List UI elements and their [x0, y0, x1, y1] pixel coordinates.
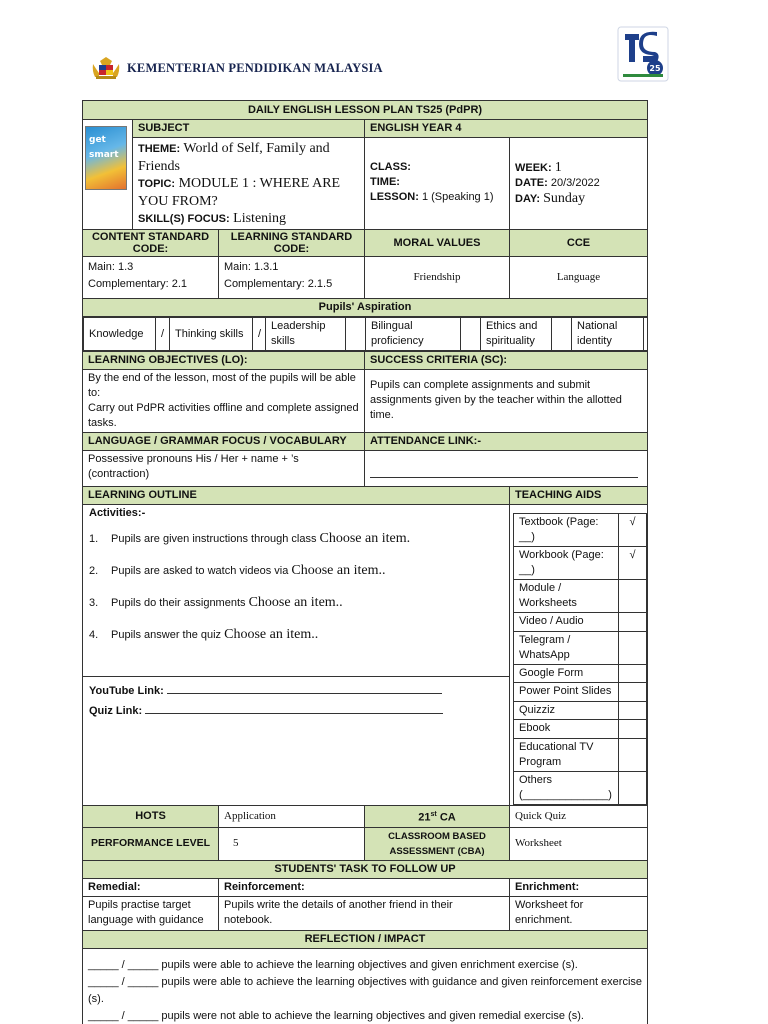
teaching-aid-row	[514, 613, 647, 632]
ca-label: 21st CA	[365, 805, 510, 827]
skill-line: SKILL(S) FOCUS: Listening	[138, 211, 287, 226]
enrichment-text: Worksheet for enrichment.	[510, 896, 648, 930]
activity-list	[89, 531, 503, 643]
choose-item-dropdown[interactable]: Choose an item..	[224, 627, 319, 642]
aspiration-item: Bilingual proficiency	[366, 318, 461, 351]
teaching-aid-checkbox[interactable]	[619, 771, 647, 804]
teaching-aid-label: Workbook (Page: __)	[514, 547, 619, 580]
english-year-label: ENGLISH YEAR 4	[365, 120, 648, 138]
attendance-link-label: ATTENDANCE LINK:-	[365, 433, 648, 451]
success-criteria-text: Pupils can complete assignments and submit assignments given by the teacher within the allotted time.	[365, 370, 648, 433]
reflection-text	[83, 948, 648, 1024]
aspiration-check[interactable]: /	[156, 318, 170, 351]
cce-value: Language	[510, 257, 648, 299]
choose-item-dropdown[interactable]: Choose an item.	[319, 531, 411, 546]
aspiration-check[interactable]	[552, 318, 572, 351]
youtube-link-field[interactable]	[167, 683, 442, 694]
teaching-aid-checkbox[interactable]	[619, 720, 647, 739]
moral-values-label: MORAL VALUES	[365, 230, 510, 257]
teaching-aid-label: Telegram / WhatsApp	[514, 631, 619, 664]
teaching-aid-checkbox[interactable]	[619, 664, 647, 683]
teaching-aid-label: Educational TV Program	[514, 738, 619, 771]
performance-level-value: 5	[219, 827, 365, 860]
content-standard-values: Main: 1.3 Complementary: 2.1	[83, 257, 219, 299]
cba-label: CLASSROOM BASED ASSESSMENT (CBA)	[365, 827, 510, 860]
lesson-plan-table	[82, 100, 648, 1024]
links-block: YouTube Link: Quiz Link:	[83, 677, 509, 719]
choose-item-dropdown[interactable]: Choose an item..	[248, 595, 343, 610]
teaching-aid-label: Ebook	[514, 720, 619, 739]
teaching-aid-row	[514, 664, 647, 683]
subject-label: SUBJECT	[133, 120, 365, 138]
aspiration-item: Ethics and spirituality	[481, 318, 552, 351]
quiz-link-field[interactable]	[145, 703, 443, 714]
aspiration-check[interactable]	[461, 318, 481, 351]
performance-level-label: PERFORMANCE LEVEL	[83, 827, 219, 860]
ministry-name: KEMENTERIAN PENDIDIKAN MALAYSIA	[127, 61, 383, 75]
aspiration-table	[83, 317, 648, 351]
teaching-aid-checkbox[interactable]	[619, 580, 647, 613]
subject-details	[133, 138, 365, 230]
moral-value: Friendship	[365, 257, 510, 299]
teaching-aid-label: Textbook (Page: __)	[514, 514, 619, 547]
reinforcement-text: Pupils write the details of another friend in their notebook.	[219, 896, 510, 930]
topic-line: TOPIC: MODULE 1 : WHERE ARE YOU FROM?	[138, 176, 341, 209]
ca-value: Quick Quiz	[510, 805, 648, 827]
teaching-aid-row	[514, 738, 647, 771]
teaching-aid-row	[514, 683, 647, 702]
aspiration-check[interactable]: /	[253, 318, 266, 351]
aspiration-item: Thinking skills	[170, 318, 253, 351]
content-standard-label: CONTENT STANDARD CODE:	[83, 230, 219, 257]
teaching-aid-row	[514, 547, 647, 580]
teaching-aid-label: Others (______________)	[514, 771, 619, 804]
teaching-aid-checkbox[interactable]	[619, 613, 647, 632]
hots-label: HOTS	[83, 805, 219, 827]
activity-item: 1. Pupils are given instructions through class Choose an item.	[89, 531, 411, 546]
attendance-link-field[interactable]	[365, 451, 648, 487]
aspiration-check[interactable]	[644, 318, 648, 351]
week-details: WEEK: 1 DATE: 20/3/2022 DAY: Sunday	[510, 138, 648, 230]
language-focus-text: Possessive pronouns His / Her + name + ’s (contraction)	[83, 451, 365, 487]
aspiration-item: Knowledge	[84, 318, 156, 351]
textbook-cover-image: get smart	[85, 126, 127, 190]
aspiration-label: Pupils' Aspiration	[83, 299, 648, 317]
teaching-aid-label: Module / Worksheets	[514, 580, 619, 613]
teaching-aids-cell	[510, 505, 648, 806]
choose-item-dropdown[interactable]: Choose an item..	[291, 563, 386, 578]
teaching-aid-label: Quizziz	[514, 701, 619, 720]
cba-value: Worksheet	[510, 827, 648, 860]
teaching-aid-checkbox[interactable]	[619, 701, 647, 720]
reflection-line: _____ / _____ pupils were not able to achieve the learning objectives and given remedial exercise (s).	[88, 1009, 584, 1022]
language-focus-label: LANGUAGE / GRAMMAR FOCUS / VOCABULARY	[83, 433, 365, 451]
learning-outline-cell	[83, 505, 510, 806]
textbook-cover-cell	[83, 120, 133, 230]
teaching-aid-checkbox[interactable]	[619, 683, 647, 702]
teaching-aid-row	[514, 631, 647, 664]
theme-line: THEME: World of Self, Family and Friends	[138, 141, 330, 174]
remedial-label: Remedial:	[83, 878, 219, 896]
reinforcement-label: Reinforcement:	[219, 878, 510, 896]
class-details: CLASS: TIME: LESSON: 1 (Speaking 1)	[365, 138, 510, 230]
aspiration-row	[83, 317, 648, 352]
remedial-text: Pupils practise target language with guidance	[83, 896, 219, 930]
teaching-aid-checkbox[interactable]: √	[619, 547, 647, 580]
activity-item: 4. Pupils answer the quiz Choose an item..	[89, 627, 319, 642]
learning-outline-label: LEARNING OUTLINE	[83, 487, 510, 505]
cce-label: CCE	[510, 230, 648, 257]
activity-item: 2. Pupils are asked to watch videos via Choose an item..	[89, 563, 386, 578]
teaching-aids-table	[513, 513, 647, 805]
teaching-aid-label: Google Form	[514, 664, 619, 683]
aspiration-item: National identity	[572, 318, 644, 351]
reflection-line: _____ / _____ pupils were able to achieve the learning objectives and given enrichment exercise (s).	[88, 958, 578, 971]
learning-objectives-text: By the end of the lesson, most of the pupils will be able to: Carry out PdPR activities offline and complete assigned tasks.	[83, 370, 365, 433]
teaching-aid-checkbox[interactable]	[619, 738, 647, 771]
teaching-aid-row	[514, 771, 647, 804]
teaching-aid-label: Video / Audio	[514, 613, 619, 632]
reflection-line: _____ / _____ pupils were able to achieve the learning objectives with guidance and given reinforcement exercise (s).	[88, 975, 643, 1005]
teaching-aids-label: TEACHING AIDS	[510, 487, 648, 505]
teaching-aid-row	[514, 701, 647, 720]
malaysia-coat-of-arms-icon	[90, 55, 122, 81]
teaching-aid-checkbox[interactable]: √	[619, 514, 647, 547]
page-header	[0, 0, 768, 95]
enrichment-label: Enrichment:	[510, 878, 648, 896]
plan-title: DAILY ENGLISH LESSON PLAN TS25 (PdPR)	[83, 101, 648, 120]
learning-objectives-label: LEARNING OBJECTIVES (LO):	[83, 352, 365, 370]
teaching-aid-row	[514, 720, 647, 739]
learning-standard-values: Main: 1.3.1 Complementary: 2.1.5	[219, 257, 365, 299]
svg-text:25: 25	[649, 64, 661, 73]
learning-standard-label: LEARNING STANDARD CODE:	[219, 230, 365, 257]
aspiration-item: Leadership skills	[266, 318, 346, 351]
ts25-logo-icon	[617, 26, 669, 82]
follow-up-label: STUDENTS' TASK TO FOLLOW UP	[83, 860, 648, 878]
activity-item: 3. Pupils do their assignments Choose an item..	[89, 595, 343, 610]
teaching-aid-row	[514, 514, 647, 547]
reflection-label: REFLECTION / IMPACT	[83, 930, 648, 948]
success-criteria-label: SUCCESS CRITERIA (SC):	[365, 352, 648, 370]
teaching-aid-checkbox[interactable]	[619, 631, 647, 664]
activities-block: Activities:- 1. Pupils are given instructions through class Choose an item. 2. Pupils are asked to watch videos via Choose an item.. 3. Pupils do their assignments Choose an item.. 4. Pupils answer the quiz Choose an item..	[83, 505, 509, 677]
aspiration-check[interactable]	[346, 318, 366, 351]
teaching-aid-row	[514, 580, 647, 613]
teaching-aid-label: Power Point Slides	[514, 683, 619, 702]
hots-value: Application	[219, 805, 365, 827]
